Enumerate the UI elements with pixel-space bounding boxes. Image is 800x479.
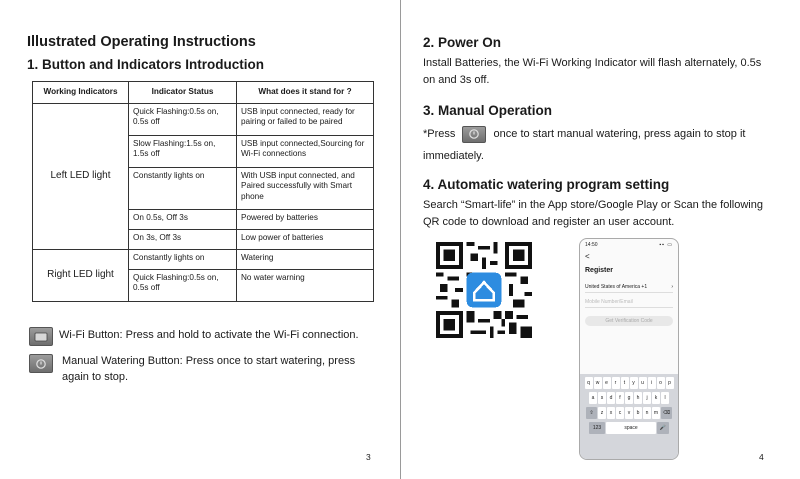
phone-back-button[interactable]: < <box>585 252 590 261</box>
meaning-cell: Low power of batteries <box>237 230 374 250</box>
keyboard-key[interactable]: y <box>630 377 638 389</box>
chevron-right-icon: › <box>671 284 673 290</box>
get-code-button[interactable]: Get Verification Code <box>585 316 673 326</box>
register-title: Register <box>585 267 614 274</box>
keyboard-key[interactable]: b <box>634 407 642 419</box>
keyboard-key[interactable]: a <box>589 392 597 404</box>
table-header: What does it stand for ? <box>237 82 374 104</box>
manual-text-post: once to start manual watering, press again to stop it immediately. <box>423 128 746 162</box>
document-title: Illustrated Operating Instructions <box>27 34 256 50</box>
phone-time: 14:50 <box>585 242 598 248</box>
page-number: 4 <box>759 452 764 462</box>
meaning-cell: USB input connected,Sourcing for Wi-Fi connections <box>237 136 374 168</box>
keyboard-row <box>582 407 676 419</box>
country-label: United States of America +1 <box>585 284 648 290</box>
mobile-email-input[interactable]: Mobile Number/Email <box>585 299 673 308</box>
keyboard-key[interactable]: z <box>598 407 606 419</box>
manual-operation-text <box>423 123 775 167</box>
meaning-cell: No water warning <box>237 270 374 302</box>
status-cell: Slow Flashing:1.5s on, 1.5s off <box>129 136 237 168</box>
section-automatic-watering: 4. Automatic watering program setting <box>423 177 670 192</box>
status-cell: Constantly lights on <box>129 250 237 270</box>
wifi-button-icon <box>29 327 53 346</box>
manual-button-text: Manual Watering Button: Press once to start watering, press again to stop. <box>62 355 356 383</box>
keyboard-row <box>582 422 676 434</box>
section-buttons-indicators: 1. Button and Indicators Introduction <box>27 57 264 72</box>
power-on-text: Install Batteries, the Wi-Fi Working Indicator will flash alternately, 0.5s on and 3s off. <box>423 57 762 86</box>
keyboard-key[interactable]: t <box>621 377 629 389</box>
keyboard-key[interactable]: f <box>616 392 624 404</box>
wifi-button-text: Wi-Fi Button: Press and hold to activate the Wi-Fi connection. <box>59 329 359 341</box>
group-right-led: Right LED light <box>33 250 129 302</box>
group-left-led: Left LED light <box>33 104 129 250</box>
country-selector[interactable] <box>585 284 673 293</box>
table-row <box>33 250 374 270</box>
manual-button-icon <box>462 126 486 143</box>
status-cell: On 0.5s, Off 3s <box>129 210 237 230</box>
table-row <box>33 104 374 136</box>
phone-mockup <box>579 238 679 460</box>
shift-key-icon[interactable]: ⇧ <box>586 407 597 419</box>
keyboard-row <box>582 377 676 389</box>
manual-text-pre: *Press <box>423 128 456 140</box>
keyboard-key[interactable]: d <box>607 392 615 404</box>
auto-setting-text: Search “Smart-life” in the App store/Google Play or Scan the following QR code to download and register an user account. <box>423 199 763 228</box>
keyboard-key[interactable]: k <box>652 392 660 404</box>
keyboard-key[interactable]: u <box>639 377 647 389</box>
keyboard-key[interactable]: w <box>594 377 602 389</box>
status-cell: Quick Flashing:0.5s on, 0.5s off <box>129 270 237 302</box>
keyboard <box>580 374 678 459</box>
keyboard-key[interactable]: m <box>652 407 660 419</box>
indicator-table <box>32 81 374 302</box>
keyboard-key[interactable]: g <box>625 392 633 404</box>
section-power-on: 2. Power On <box>423 35 502 50</box>
table-header: Indicator Status <box>129 82 237 104</box>
qr-code <box>436 242 532 338</box>
keyboard-key[interactable]: p <box>666 377 674 389</box>
status-cell: Quick Flashing:0.5s on, 0.5s off <box>129 104 237 136</box>
keyboard-key[interactable]: c <box>616 407 624 419</box>
meaning-cell: USB input connected, ready for pairing or failed to be paired <box>237 104 374 136</box>
keyboard-key[interactable]: x <box>607 407 615 419</box>
meaning-cell: With USB input connected, and Paired successfully with Smart phone <box>237 168 374 210</box>
wifi-button-legend <box>29 327 379 346</box>
keyboard-key[interactable]: i <box>648 377 656 389</box>
section-manual-operation: 3. Manual Operation <box>423 103 553 118</box>
table-header-row <box>33 82 374 104</box>
microphone-key-icon[interactable]: 🎤 <box>657 422 669 434</box>
manual-button-icon <box>29 354 53 373</box>
meaning-cell: Powered by batteries <box>237 210 374 230</box>
keyboard-key[interactable]: s <box>598 392 606 404</box>
status-cell: Constantly lights on <box>129 168 237 210</box>
keyboard-key[interactable]: h <box>634 392 642 404</box>
key-123[interactable]: 123 <box>589 422 605 434</box>
keyboard-key[interactable]: j <box>643 392 651 404</box>
page-number: 3 <box>366 452 371 462</box>
page-4 <box>401 0 800 479</box>
space-key[interactable]: space <box>606 422 656 434</box>
keyboard-key[interactable]: e <box>603 377 611 389</box>
keyboard-key[interactable]: v <box>625 407 633 419</box>
backspace-key-icon[interactable]: ⌫ <box>661 407 672 419</box>
keyboard-key[interactable]: o <box>657 377 665 389</box>
signal-battery-icon: ▪▪ ▭ <box>659 242 673 248</box>
table-header: Working Indicators <box>33 82 129 104</box>
keyboard-key[interactable]: r <box>612 377 620 389</box>
keyboard-key[interactable]: l <box>661 392 669 404</box>
keyboard-key[interactable]: q <box>585 377 593 389</box>
status-cell: On 3s, Off 3s <box>129 230 237 250</box>
keyboard-key[interactable]: n <box>643 407 651 419</box>
manual-button-legend <box>29 353 374 385</box>
meaning-cell: Watering <box>237 250 374 270</box>
keyboard-row <box>582 392 676 404</box>
